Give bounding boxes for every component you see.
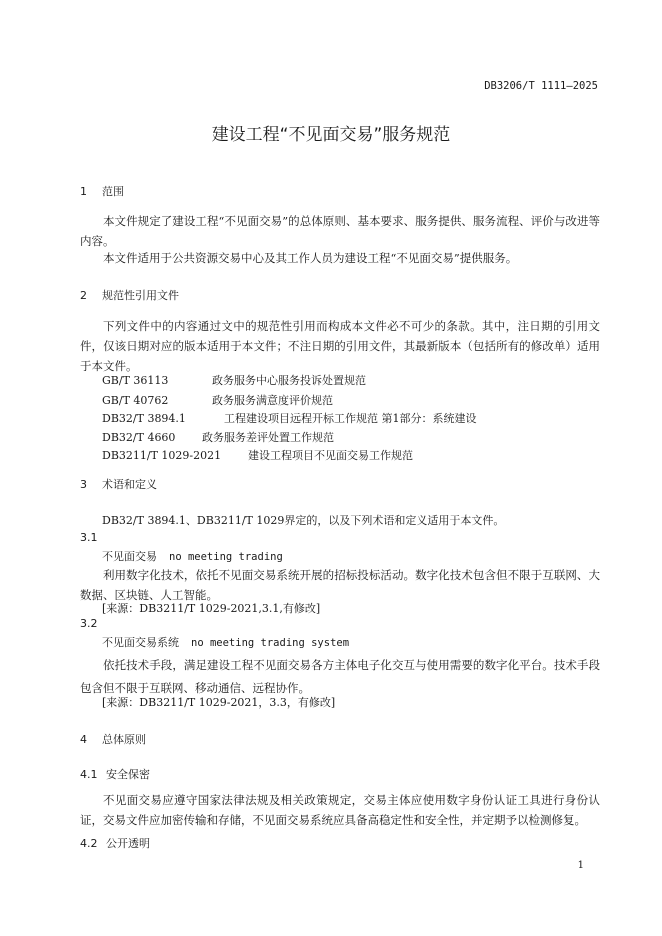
- term-source: [来源：DB3211/T 1029-2021,3.1,有修改]: [102, 602, 321, 615]
- section-number: 4: [80, 733, 87, 746]
- section-title: 总体原则: [102, 733, 146, 746]
- reference-item: [102, 447, 413, 463]
- subsection-title: 公开透明: [106, 837, 150, 850]
- reference-code: DB3211/T 1029-2021: [102, 449, 222, 462]
- section-title: 术语和定义: [102, 478, 157, 491]
- reference-code: GB/T 36113: [102, 374, 169, 387]
- document-title: 建设工程“不见面交易”服务规范: [211, 125, 451, 145]
- section-4-heading: [80, 731, 146, 747]
- section-2-heading: [80, 287, 179, 303]
- section-number: 3: [80, 478, 87, 491]
- term-definition: 利用数字化技术，依托不见面交易系统开展的招标投标活动。数字化技术包含但不限于互联网、大数据、区块链、人工智能。: [80, 568, 600, 602]
- subsection-number: 4.2: [80, 837, 98, 850]
- reference-name: 工程建设项目远程开标工作规范 第1部分：系统建设: [224, 412, 477, 425]
- reference-item: [102, 372, 366, 388]
- term-chinese: 不见面交易: [102, 550, 157, 563]
- subsection-4-1-heading: [80, 766, 150, 782]
- document-code: DB3206/T 1111—2025: [484, 80, 598, 92]
- reference-name: 政务服务差评处置工作规范: [202, 431, 334, 444]
- subsection-4-1-paragraph: 不见面交易应遵守国家法律法规及相关政策规定，交易主体应使用数字身份认证工具进行身份认证，交易文件应加密传输和存储，不见面交易系统应具备高稳定性和安全性，并定期予以检测修复。: [80, 793, 600, 827]
- term-source: [来源：DB3211/T 1029-2021，3.3，有修改]: [102, 696, 336, 709]
- section-1-paragraph-1: 本文件规定了建设工程“不见面交易”的总体原则、基本要求、服务提供、服务流程、评价与改进等内容。: [80, 214, 600, 248]
- section-1-paragraph-2: 本文件适用于公共资源交易中心及其工作人员为建设工程“不见面交易”提供服务。: [103, 251, 518, 265]
- term-english: no meeting trading system: [191, 637, 350, 649]
- term-definition: 依托技术手段，满足建设工程不见面交易各方主体电子化交互与使用需要的数字化平台。技术手段包含但不限于互联网、移动通信、远程协作。: [80, 658, 600, 695]
- reference-item: [102, 429, 334, 445]
- section-1-heading: [80, 183, 124, 199]
- page-number: 1: [577, 860, 584, 871]
- subsection-number: 4.1: [80, 768, 98, 781]
- section-title: 规范性引用文件: [102, 289, 179, 302]
- subsection-4-2-heading: [80, 835, 150, 851]
- reference-code: DB32/T 4660: [102, 431, 176, 444]
- section-number: 2: [80, 289, 87, 302]
- section-number: 1: [80, 185, 87, 198]
- reference-code: GB/T 40762: [102, 394, 169, 407]
- section-title: 范围: [102, 185, 124, 198]
- term-number: 3.1: [80, 531, 98, 544]
- reference-item: [102, 392, 333, 408]
- section-3-heading: [80, 476, 157, 492]
- section-2-paragraph-1: 下列文件中的内容通过文中的规范性引用而构成本文件必不可少的条款。其中，注日期的引用文件，仅该日期对应的版本适用于本文件；不注日期的引用文件，其最新版本（包括所有的修改单）适用于本文件。: [80, 319, 600, 373]
- term-chinese: 不见面交易系统: [102, 636, 179, 649]
- reference-code: DB32/T 3894.1: [102, 412, 186, 425]
- term-heading: [102, 548, 283, 564]
- reference-name: 政务服务满意度评价规范: [212, 394, 333, 407]
- term-heading: [102, 634, 349, 650]
- reference-item: [102, 410, 477, 426]
- reference-name: 建设工程项目不见面交易工作规范: [248, 449, 413, 462]
- subsection-title: 安全保密: [106, 768, 150, 781]
- term-english: no meeting trading: [169, 551, 283, 563]
- term-number: 3.2: [80, 617, 98, 630]
- section-3-intro: DB32/T 3894.1、DB3211/T 1029界定的，以及下列术语和定义适用于本文件。: [102, 514, 505, 527]
- reference-name: 政务服务中心服务投诉处置规范: [212, 374, 366, 387]
